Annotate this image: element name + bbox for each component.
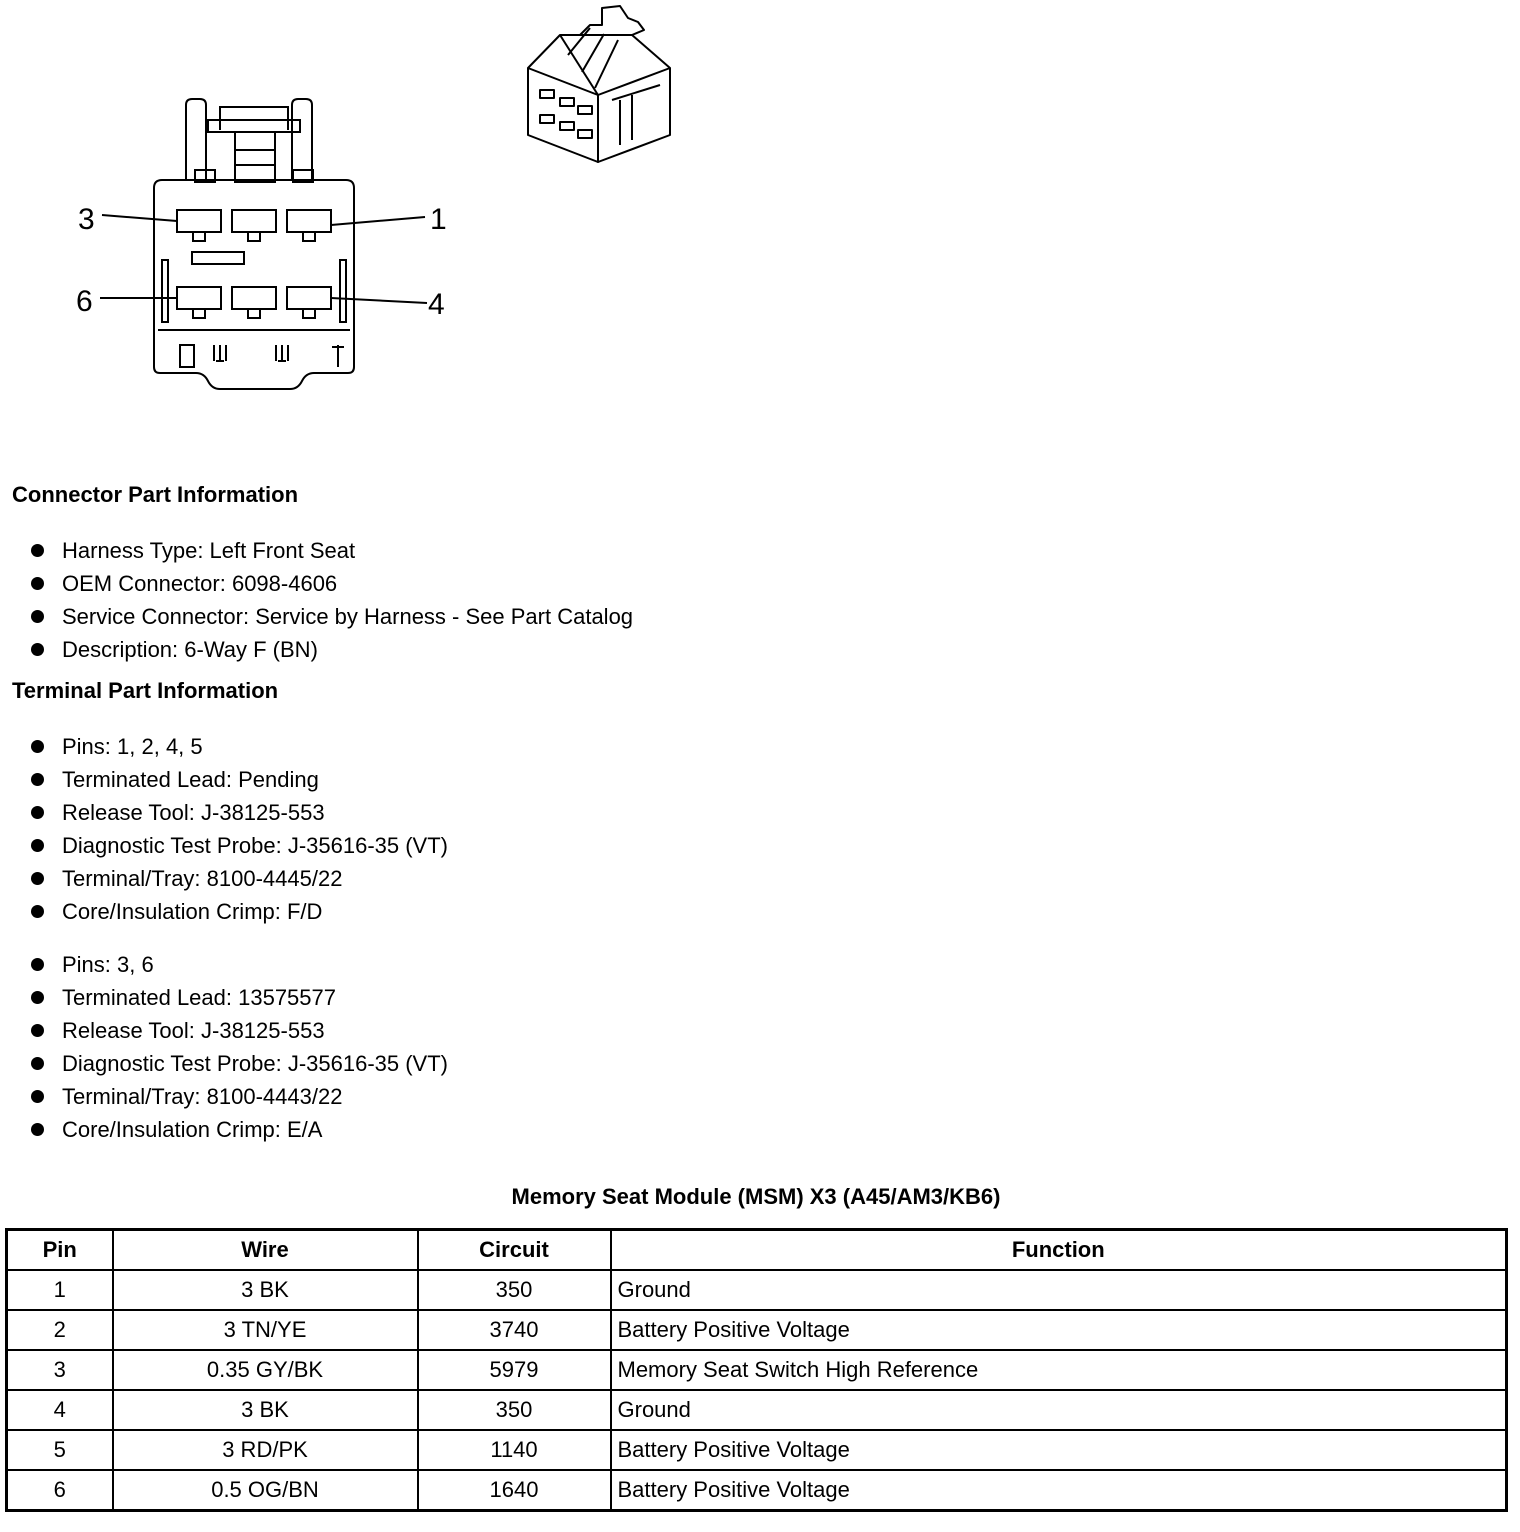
list-item: OEM Connector: 6098-4606 bbox=[0, 567, 633, 600]
list-item: Pins: 3, 6 bbox=[0, 948, 448, 981]
cell-function: Battery Positive Voltage bbox=[611, 1430, 1507, 1470]
list-item: Diagnostic Test Probe: J-35616-35 (VT) bbox=[0, 829, 448, 862]
table-row bbox=[7, 1430, 1507, 1470]
cell-pin: 4 bbox=[7, 1390, 113, 1430]
list-item: Terminal/Tray: 8100-4445/22 bbox=[0, 862, 448, 895]
cell-circuit: 350 bbox=[418, 1270, 611, 1310]
list-item: Terminated Lead: 13575577 bbox=[0, 981, 448, 1014]
cell-circuit: 3740 bbox=[418, 1310, 611, 1350]
pin-label-1: 1 bbox=[430, 203, 447, 236]
cell-function: Ground bbox=[611, 1270, 1507, 1310]
cell-circuit: 1140 bbox=[418, 1430, 611, 1470]
terminal-part-info-list-2 bbox=[0, 948, 448, 1146]
cavity-6 bbox=[177, 287, 221, 309]
table-row bbox=[7, 1310, 1507, 1350]
list-item: Terminal/Tray: 8100-4443/22 bbox=[0, 1080, 448, 1113]
list-item: Diagnostic Test Probe: J-35616-35 (VT) bbox=[0, 1047, 448, 1080]
polarity-key bbox=[192, 252, 244, 264]
cavity-3 bbox=[177, 210, 221, 232]
terminal-part-info-list-1 bbox=[0, 730, 448, 928]
cell-wire: 0.35 GY/BK bbox=[113, 1350, 418, 1390]
pin-label-3: 3 bbox=[78, 203, 95, 236]
connector-body bbox=[154, 180, 354, 340]
cell-wire: 3 BK bbox=[113, 1270, 418, 1310]
cell-wire: 0.5 OG/BN bbox=[113, 1470, 418, 1511]
list-item: Pins: 1, 2, 4, 5 bbox=[0, 730, 448, 763]
list-item: Service Connector: Service by Harness - See Part Catalog bbox=[0, 600, 633, 633]
list-item: Harness Type: Left Front Seat bbox=[0, 534, 633, 567]
latch-post-right bbox=[292, 99, 312, 180]
cell-function: Ground bbox=[611, 1390, 1507, 1430]
cavity-5 bbox=[232, 287, 276, 309]
cell-pin: 5 bbox=[7, 1430, 113, 1470]
list-item: Core/Insulation Crimp: F/D bbox=[0, 895, 448, 928]
cell-wire: 3 RD/PK bbox=[113, 1430, 418, 1470]
latch-post-left bbox=[186, 99, 206, 180]
cell-function: Memory Seat Switch High Reference bbox=[611, 1350, 1507, 1390]
cell-function: Battery Positive Voltage bbox=[611, 1470, 1507, 1511]
connector-part-info-list bbox=[0, 534, 633, 666]
terminal-part-info-heading: Terminal Part Information bbox=[12, 678, 279, 703]
list-item: Description: 6-Way F (BN) bbox=[0, 633, 633, 666]
header-wire: Wire bbox=[113, 1230, 418, 1271]
cavity-1 bbox=[287, 210, 331, 232]
cell-function: Battery Positive Voltage bbox=[611, 1310, 1507, 1350]
cavity-2 bbox=[232, 210, 276, 232]
leader-line-3 bbox=[102, 215, 177, 221]
cell-wire: 3 BK bbox=[113, 1390, 418, 1430]
table-row bbox=[7, 1390, 1507, 1430]
list-item: Terminated Lead: Pending bbox=[0, 763, 448, 796]
table-row bbox=[7, 1350, 1507, 1390]
pin-label-6: 6 bbox=[76, 285, 93, 318]
connector-front-view-diagram bbox=[70, 95, 460, 395]
connector-part-info-heading: Connector Part Information bbox=[12, 482, 299, 507]
connector-isometric-view bbox=[520, 0, 680, 170]
header-function: Function bbox=[611, 1230, 1507, 1271]
leader-line-1 bbox=[331, 217, 425, 225]
pin-table bbox=[5, 1228, 1508, 1512]
cell-pin: 6 bbox=[7, 1470, 113, 1511]
pin-label-4: 4 bbox=[428, 288, 445, 321]
cell-pin: 3 bbox=[7, 1350, 113, 1390]
cell-circuit: 350 bbox=[418, 1390, 611, 1430]
header-circuit: Circuit bbox=[418, 1230, 611, 1271]
center-lock bbox=[220, 107, 288, 130]
table-row bbox=[7, 1470, 1507, 1511]
cell-pin: 2 bbox=[7, 1310, 113, 1350]
header-pin: Pin bbox=[7, 1230, 113, 1271]
pin-table-title: Memory Seat Module (MSM) X3 (A45/AM3/KB6) bbox=[511, 1184, 1001, 1209]
cell-circuit: 1640 bbox=[418, 1470, 611, 1511]
table-row bbox=[7, 1270, 1507, 1310]
table-header-row bbox=[7, 1230, 1507, 1271]
cell-circuit: 5979 bbox=[418, 1350, 611, 1390]
cell-pin: 1 bbox=[7, 1270, 113, 1310]
list-item: Release Tool: J-38125-553 bbox=[0, 1014, 448, 1047]
list-item: Release Tool: J-38125-553 bbox=[0, 796, 448, 829]
cavity-4 bbox=[287, 287, 331, 309]
cell-wire: 3 TN/YE bbox=[113, 1310, 418, 1350]
list-item: Core/Insulation Crimp: E/A bbox=[0, 1113, 448, 1146]
